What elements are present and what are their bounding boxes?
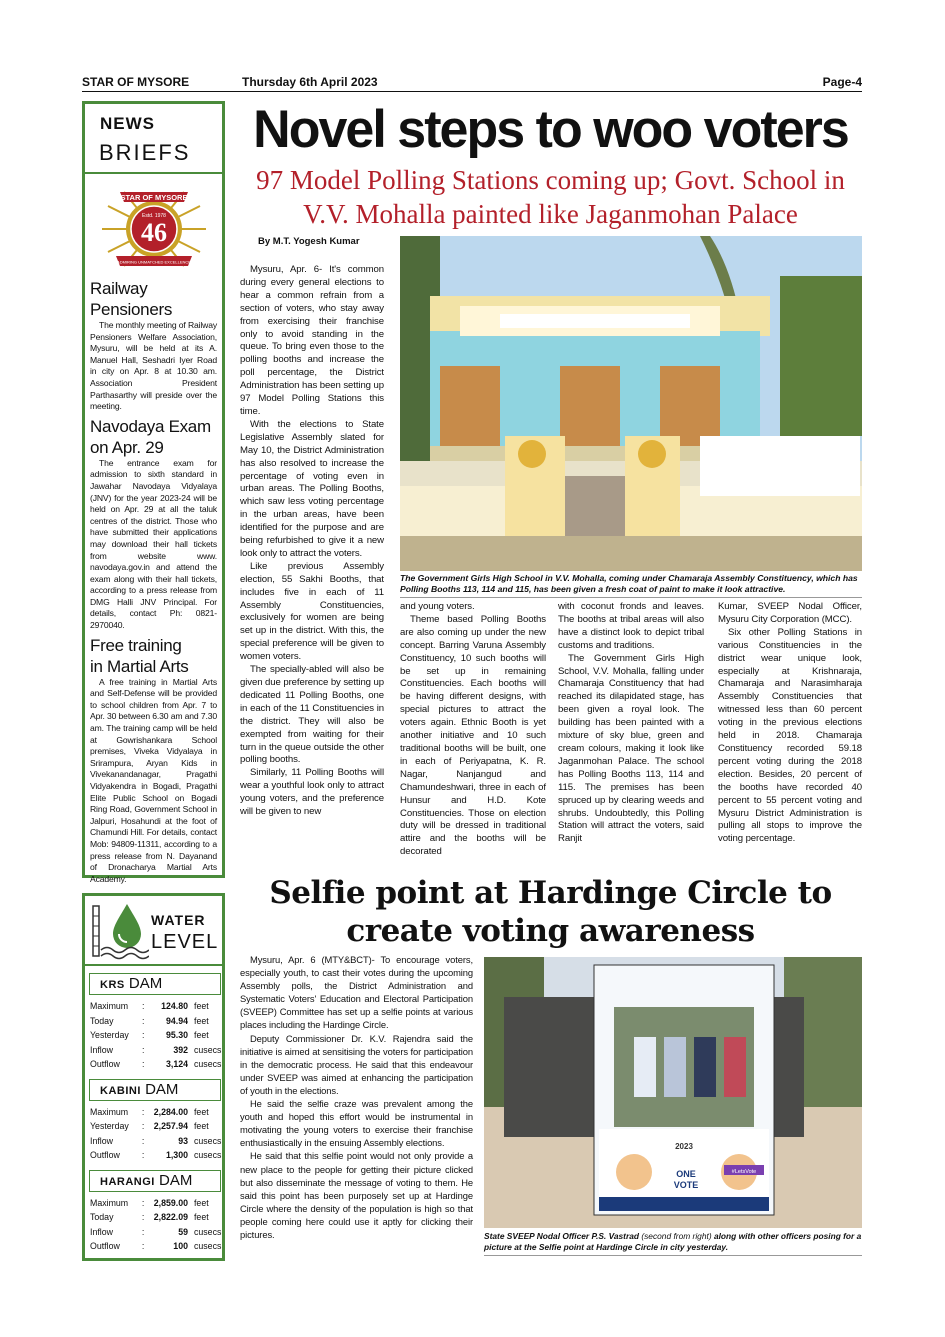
news-briefs-header (85, 104, 222, 174)
byline: By M.T. Yogesh Kumar (258, 236, 360, 247)
school-building-illustration (400, 236, 862, 571)
paragraph: with coconut fronds and leaves. The booths at tribal areas will also have a distinct look to depict tribal customs and traditions. (558, 601, 704, 651)
paragraph: Mysuru, Apr. 6- It's common during every general elections to hear a common refrain from a section of voters, who stay away from exercising their franchise only to avoid standing in the queue. To bring even those to the polling booths and increase the poll percentage, the District Administration has been setting up 97 Model Polling Stations this time. (240, 264, 384, 417)
table-row: Outflow : 100 cusecs (90, 1241, 222, 1252)
table-row: Yesterday : 2,257.94 feet (90, 1121, 209, 1132)
emblem-estd: Estd. 1978 (141, 213, 166, 219)
dam-label-harangi: HARANGI DAM (89, 1170, 221, 1192)
dam-label-krs: KRS DAM (89, 973, 221, 995)
emblem-top-text: STAR OF MYSORE (120, 193, 187, 202)
table-row: Outflow : 3,124 cusecs (90, 1059, 222, 1070)
table-row: Inflow : 392 cusecs (90, 1044, 222, 1055)
dam-table-krs (90, 999, 222, 1072)
brief-body: The entrance exam for admission to sixth standard in Jawahar Navodaya Vidyalaya (JNV) for the year 2023-24 will be held on Apr. 29 at all the taluk centres of the district. Those who have submitted their applications may download their hall tickets from website www. navodaya.gov.in and attend the exam along with their hall tickets, according to a press release from DMG Halli JNV Principal. For details, contact Ph: 0821-2970040. (90, 457, 217, 631)
table-row: Outflow : 1,300 cusecs (90, 1150, 222, 1161)
selfie-point-photo (484, 957, 862, 1228)
frame-vote: VOTE (673, 1180, 699, 1190)
water-level-header (85, 896, 222, 966)
dam-table-kabini (90, 1105, 222, 1163)
water-title-1: WATER (151, 912, 206, 928)
dam-table-harangi (90, 1196, 222, 1254)
table-row: Maximum : 2,284.00 feet (90, 1106, 209, 1117)
main-subhead: 97 Model Polling Stations coming up; Govt. School in V.V. Mohalla painted like Jaganmohan Palace (256, 165, 845, 229)
paragraph: Mysuru, Apr. 6 (MTY&BCT)- To encourage voters, especially youth, to cast their votes during the upcoming Assembly polls, the District Administration and Systematic Voters' Education and Electoral Participation (SVEEP) Committee has set up a selfie points at various places including the Hardinge Circle. (240, 954, 473, 1031)
table-row: Inflow : 93 cusecs (90, 1135, 222, 1146)
frame-one: ONE (676, 1169, 696, 1179)
brief-item (90, 635, 217, 886)
issue-date: Thursday 6th April 2023 (242, 75, 378, 89)
brief-item (90, 416, 217, 632)
story2-column-1 (240, 953, 473, 1241)
paragraph: and young voters. (400, 601, 475, 612)
story1-column-1 (240, 264, 384, 819)
masthead (82, 74, 862, 92)
main-headline: Novel steps to woo voters (253, 100, 848, 159)
table-row: Maximum : 2,859.00 feet (90, 1197, 209, 1208)
brief-body: A free training in Martial Arts and Self-Defense will be provided to school children from Apr. 7 to Apr. 30 between 6.30 am and 7.30 am. The training camp will be held at Gowrishankara School premises, Viveka Vidyalaya in Srirampura, Aryan Kids in Vivekanandanagar, Pragathi Vidyakendra in Bogadi, Pragathi Elite Public School on Bogadi Ring Road, Government School in Jalpuri, Hosahundi at the foot of Chamundi Hill. For details, contact Mob: 94809-11311, according to a press release from N. Dayanand of Dronacharya Martial Arts Academy. (90, 676, 217, 884)
anniversary-emblem-logo (94, 184, 214, 274)
frame-hashtag: #LetsVote (731, 1169, 757, 1175)
table-row: Inflow : 59 cusecs (90, 1226, 222, 1237)
brief-title: Railway Pensioners (90, 279, 173, 319)
briefs-label: BRIEFS (99, 140, 191, 165)
story1-column-3 (558, 601, 704, 846)
water-level-box (82, 893, 225, 1261)
second-headline: Selfie point at Hardinge Circle to create voting awareness (269, 875, 832, 949)
brief-item (90, 278, 217, 413)
table-row: Today : 2,822.09 feet (90, 1212, 209, 1223)
table-row: Today : 94.94 feet (90, 1015, 209, 1026)
table-row: Yesterday : 95.30 feet (90, 1030, 209, 1041)
frame-year: 2023 (675, 1142, 693, 1151)
dam-label-kabini: KABINI DAM (89, 1079, 221, 1101)
publication-name: STAR OF MYSORE (82, 75, 190, 89)
paragraph: Similarly, 11 Polling Booths will wear a youthful look only to attract young voters, and the preference will be given to new (240, 767, 384, 818)
paragraph: Deputy Commissioner Dr. K.V. Rajendra said the initiative is aimed at sensitising the voters for participation in the democratic process. He said that this endeavour under SVEEP was aimed at enhancing the participation of youth in the elections. (240, 1032, 473, 1096)
paragraph: The specially-abled will also be given due preference by setting up dedicated 11 Polling Booths, one in each of the 11 Constituencies in the district. They will also be exempted from waiting for their turn in the queue outside the other polling booths. (240, 664, 384, 766)
paragraph: He said the selfie craze was prevalent among the youth and hoped this effort would be instrumental in motivating the young voters to exercise their franchise enthusiastically in the ensuing Assembly elections. (240, 1098, 473, 1149)
paragraph: Kumar, SVEEP Nodal Officer, Mysuru City Corporation (MCC). (718, 601, 862, 625)
story1-column-4 (718, 601, 862, 846)
emblem-ribbon: ADMIRING UNMATCHED EXCELLENCE (116, 259, 191, 265)
news-briefs-box (82, 101, 225, 884)
page-number: Page-4 (822, 75, 862, 89)
selfie-point-illustration (484, 957, 862, 1228)
emblem-graphic (94, 184, 214, 274)
paragraph: He said that this selfie point would not only provide a new place to the people for getting their picture clicked but also disseminate the message of voting to them. He said this point has been purposely set up at Hardinge Circle where the density of the population is high so that people coming here could use it aptly for clicking their pictures. (240, 1150, 473, 1240)
school-building-photo (400, 236, 862, 571)
table-row: Maximum : 124.80 feet (90, 1001, 209, 1012)
selfie-photo-caption: State SVEEP Nodal Officer P.S. Vastrad (second from right) along with other officers posing for a picture at the Selfie point at Hardinge Circle in city yesterday. (484, 1231, 862, 1256)
brief-body: The monthly meeting of Railway Pensioners Welfare Association, Mysuru, will be held at its A. Manuel Hall, Seshadri Iyer Road in city on Apr. 8 at 10.30 am. Association President Parthasarthy will preside over the meeting. (90, 320, 217, 412)
photo-caption: The Government Girls High School in V.V. Mohalla, coming under Chamaraja Assembly Constituency, which has Polling Booths 113, 114 and 115, has been given a fresh coat of paint to make it look attractive. (400, 573, 862, 598)
story1-column-2 (400, 601, 546, 859)
paragraph: Theme based Polling Booths are also coming up under the new concept. Barring Varuna Assembly Constituency, 10 such booths will be set up in remaining Constituencies. Each booths will be having different designs, with special pictures to attract the voters again. Ethnic Booth is yet another initiative and 10 such traditional booths will be built, one in each of Periyapatna, K. R. Nagar, Nanjangud and Chamundeshwari, three in each of Hunsur and H.D. Kote Constituencies. Those on election duty will be dressed in traditional attire and the booths will be decorated (400, 613, 546, 858)
brief-title: Free training in Martial Arts (90, 635, 189, 676)
brief-title: Navodaya Exam on Apr. 29 (90, 416, 211, 457)
paragraph: Six other Polling Stations in various Constituencies in the district wear unique look, especially at Krishnaraja, Chamaraja and Narasimharaja Assembly Constituencies that witnessed less than 60 percent voting in the previous elections held in 2018. Chamaraja Constituency recorded 59.18 percent voting during the 2018 election. Besides, 20 percent of the booths have recorded 40 percent to 55 percent voting and Mysuru District Administration is pulling all stops to improve the voting percentage. (718, 626, 862, 845)
water-title-2: LEVEL (151, 931, 219, 953)
emblem-number: 46 (140, 218, 167, 247)
paragraph: With the elections to State Legislative Assembly slated for May 10, the District Administration has also resolved to increase the percentage of voting even in urban areas. The Polling Booths, which saw less voting percentage in the urban areas, have been identified for the purpose and are being refurbished to give it a new look only to attract the voters. (240, 418, 384, 559)
paragraph: Like previous Assembly election, 55 Sakhi Booths, that includes five in each of 11 Assembly Constituencies, exclusively for women are being set up in the district. With this, the special preference will be given to women voters. (240, 560, 384, 663)
paragraph: The Government Girls High School, V.V. Mohalla, falling under Chamaraja Constituency that had reached its dilapidated stage, has been given a royal look. The building has been painted with a mixture of sky blue, green and cream colours, making it look like Jaganmohan Palace. The school has Polling Booths 113, 114 and 115. The premises has been spruced up by clearing weeds and shrubs. Undoubtedly, this Polling Station will attract the voters, said Ranjit (558, 652, 704, 845)
news-label: NEWS (100, 114, 155, 133)
water-drop-icon (89, 900, 149, 962)
